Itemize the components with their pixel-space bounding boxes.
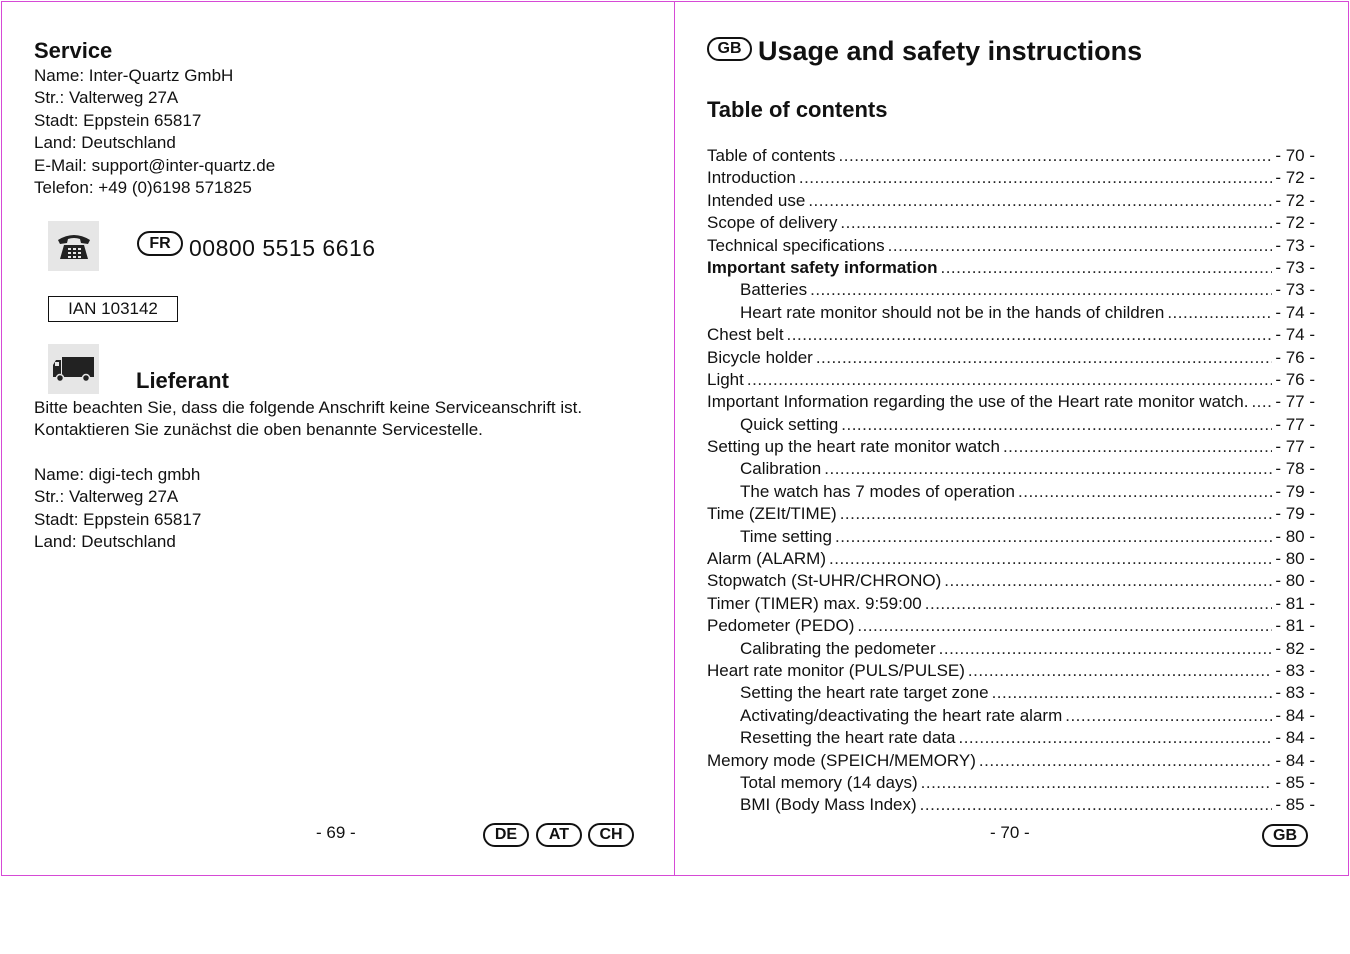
toc-entry-label: Important safety information [707,257,938,277]
toc-entry [707,504,1315,526]
toc-dot-leader [747,370,1272,390]
toc-entry-label: Table of contents [707,146,836,165]
toc-heading: Table of contents [707,97,888,122]
toc-dot-leader [1003,437,1272,457]
toc-entry-page: - 73 - [1275,257,1315,277]
toc-entry-label: Time setting [740,526,832,546]
toc-entry-label: Calibrating the pedometer [740,638,936,658]
toc-dot-leader [1065,706,1272,726]
toc-dot-leader [808,191,1272,211]
toc-entry [707,549,1315,571]
toc-entry-label: The watch has 7 modes of operation [740,481,1015,501]
lieferant-heading: Lieferant [136,368,229,393]
toc-entry [707,616,1315,638]
telephone-icon [48,221,99,271]
toc-entry-page: - 83 - [1275,660,1315,680]
page-number: - 70 - [990,823,1030,842]
toc-entry-page: - 79 - [1275,481,1315,501]
table-of-contents [707,146,1315,818]
toc-dot-leader [816,348,1272,368]
toc-entry-label: Pedometer (PEDO) [707,616,855,636]
toc-dot-leader [1167,303,1272,323]
toc-entry-label: Chest belt [707,325,784,345]
toc-entry-label: Calibration [740,459,822,479]
toc-dot-leader [992,683,1273,703]
left-page [1,1,675,876]
toc-entry-label: Intended use [707,190,806,210]
toc-dot-leader [840,213,1272,233]
supplier-name: Name: digi-tech gmbh [34,465,201,484]
toc-entry-label: Quick setting [740,414,839,434]
toc-dot-leader [829,549,1272,569]
toc-entry [707,415,1315,437]
toc-entry [707,213,1315,235]
toc-entry-label: Batteries [740,280,808,300]
toc-entry [707,795,1315,817]
toc-entry-page: - 72 - [1275,190,1315,210]
right-page [675,1,1349,876]
toc-entry [707,370,1315,392]
toc-entry-page: - 72 - [1275,168,1315,188]
toc-entry [707,392,1315,414]
toc-entry-page: - 85 - [1275,795,1315,815]
notice-line: Kontaktieren Sie zunächst die oben benannte Servicestelle. [34,420,483,440]
supplier-address-block [34,464,201,554]
toc-dot-leader [968,661,1272,681]
toc-dot-leader [1018,482,1272,502]
toc-entry-label: Total memory (14 days) [740,772,918,792]
toc-entry [707,639,1315,661]
toc-entry [707,168,1315,190]
page-number: - 69 - [316,823,356,842]
hotline-number: 00800 5515 6616 [189,235,376,261]
toc-entry [707,728,1315,750]
toc-entry-page: - 74 - [1275,325,1315,345]
toc-entry [707,459,1315,481]
toc-entry [707,191,1315,213]
country-badge-de: DE [483,823,529,847]
toc-entry-page: - 77 - [1275,392,1315,412]
toc-entry-label: Setting up the heart rate monitor watch [707,437,1000,457]
toc-entry-page: - 76 - [1275,369,1315,389]
service-city: Stadt: Eppstein 65817 [34,110,202,130]
service-address-block [34,65,275,199]
toc-dot-leader [921,773,1273,793]
toc-dot-leader [925,594,1273,614]
toc-dot-leader [840,504,1273,524]
toc-entry [707,348,1315,370]
country-badge-ch: CH [588,823,634,847]
toc-entry-page: - 84 - [1275,705,1315,725]
footer-language-badge: GB [1262,824,1308,847]
toc-dot-leader [799,168,1272,188]
toc-entry-label: Time (ZEIt/TIME) [707,504,837,524]
toc-dot-leader [939,639,1273,659]
toc-entry-page: - 84 - [1275,750,1315,770]
service-heading: Service [34,38,113,63]
toc-entry [707,594,1315,616]
toc-entry-page: - 80 - [1275,526,1315,546]
service-phone: Telefon: +49 (0)6198 571825 [34,178,252,198]
toc-entry [707,527,1315,549]
toc-entry-label: Bicycle holder [707,347,813,367]
toc-entry [707,683,1315,705]
toc-entry-page: - 73 - [1275,235,1315,255]
toc-entry-label: Memory mode (SPEICH/MEMORY) [707,750,976,770]
toc-entry-page: - 79 - [1275,504,1315,524]
toc-entry [707,751,1315,773]
toc-entry-page: - 73 - [1275,280,1315,300]
toc-entry-label: Activating/deactivating the heart rate alarm [740,705,1063,725]
service-street: Str.: Valterweg 27A [34,88,179,108]
toc-dot-leader [841,415,1272,435]
toc-entry-label: Important Information regarding the use of the Heart rate monitor watch. [707,392,1249,412]
toc-entry-label: Stopwatch (St-UHR/CHRONO) [707,571,942,591]
toc-entry-label: Scope of delivery [707,213,838,233]
toc-entry [707,236,1315,258]
toc-dot-leader [835,527,1272,547]
toc-entry-page: - 84 - [1275,728,1315,748]
toc-entry [707,325,1315,347]
toc-entry-page: - 78 - [1275,459,1315,479]
supplier-street: Str.: Valterweg 27A [34,487,179,507]
toc-entry-label: Heart rate monitor should not be in the hands of children [740,302,1165,322]
service-email: E-Mail: support@inter-quartz.de [34,155,276,175]
toc-dot-leader [857,616,1272,636]
toc-entry [707,303,1315,325]
country-code-badge: FR [137,231,183,256]
toc-dot-leader [979,751,1272,771]
toc-dot-leader [940,258,1272,278]
toc-entry [707,258,1315,280]
toc-entry-label: Timer (TIMER) max. 9:59:00 [707,593,922,613]
toc-entry-page: - 80 - [1275,571,1315,591]
toc-entry-label: BMI (Body Mass Index) [740,795,917,815]
supplier-country: Land: Deutschland [34,532,176,552]
toc-entry-page: - 77 - [1275,437,1315,457]
toc-entry [707,437,1315,459]
toc-entry-page: - 72 - [1275,213,1315,233]
toc-entry-page: - 74 - [1275,302,1315,322]
toc-entry-page: - 82 - [1275,638,1315,658]
toc-entry-label: Alarm (ALARM) [707,549,827,569]
toc-entry-page: - 77 - [1275,414,1315,434]
supplier-city: Stadt: Eppstein 65817 [34,509,202,529]
toc-entry-label: Light [707,369,744,389]
toc-dot-leader [920,795,1273,815]
toc-entry-label: Technical specifications [707,235,885,255]
toc-entry-page: - 85 - [1275,772,1315,792]
toc-dot-leader [1251,392,1272,412]
toc-dot-leader [824,459,1272,479]
toc-entry-page: - 70 - [1275,146,1315,165]
toc-entry-page: - 83 - [1275,683,1315,703]
page-title: Usage and safety instructions [758,36,1143,66]
toc-dot-leader [810,280,1272,300]
toc-entry-page: - 81 - [1275,593,1315,613]
toc-entry [707,280,1315,302]
toc-entry-page: - 81 - [1275,616,1315,636]
toc-entry-label: Resetting the heart rate data [740,728,956,748]
toc-entry-label: Setting the heart rate target zone [740,683,989,703]
toc-dot-leader [958,728,1272,748]
service-country: Land: Deutschland [34,133,176,153]
country-badge-at: AT [536,823,582,847]
toc-entry [707,773,1315,795]
toc-entry-label: Introduction [707,168,796,188]
toc-dot-leader [787,325,1273,345]
notice-line: Bitte beachten Sie, dass die folgende Anschrift keine Serviceanschrift ist. [34,398,583,417]
ian-box: IAN 103142 [48,296,178,322]
toc-dot-leader [888,236,1273,256]
truck-icon [48,344,99,394]
toc-entry [707,706,1315,728]
toc-dot-leader [944,571,1272,591]
toc-entry-label: Heart rate monitor (PULS/PULSE) [707,660,965,680]
toc-entry-page: - 76 - [1275,347,1315,367]
lieferant-notice [34,397,582,442]
toc-entry [707,571,1315,593]
service-name: Name: Inter-Quartz GmbH [34,66,234,85]
toc-entry-page: - 80 - [1275,549,1315,569]
language-badge: GB [707,37,752,61]
toc-entry [707,146,1315,168]
toc-entry [707,661,1315,683]
toc-dot-leader [839,146,1273,166]
toc-entry [707,482,1315,504]
